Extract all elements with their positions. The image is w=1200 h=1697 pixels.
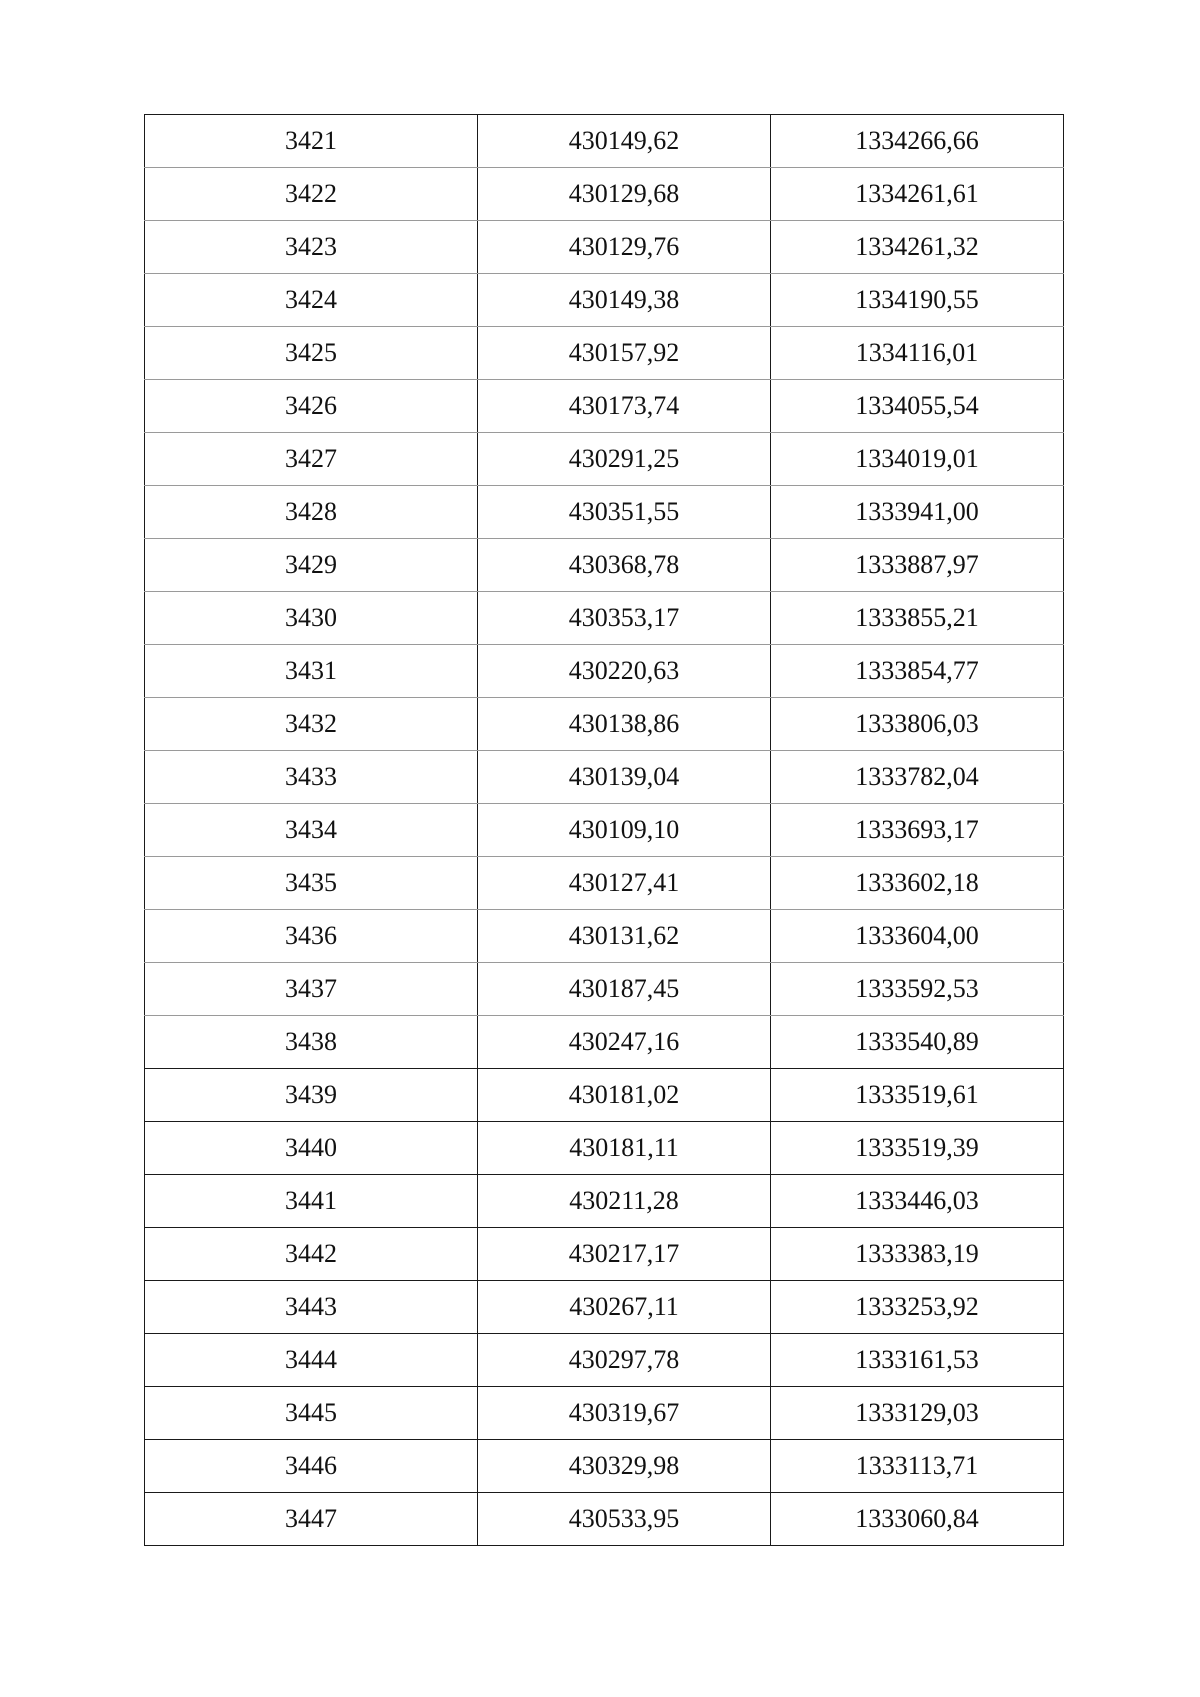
table-row — [145, 592, 1064, 645]
y-coordinate-cell: 1333060,84 — [771, 1493, 1064, 1546]
x-coordinate-cell: 430109,10 — [478, 804, 771, 857]
y-coordinate-cell: 1333782,04 — [771, 751, 1064, 804]
table-row — [145, 433, 1064, 486]
x-coordinate-cell: 430291,25 — [478, 433, 771, 486]
y-coordinate-cell: 1334261,32 — [771, 221, 1064, 274]
point-number-cell: 3429 — [145, 539, 478, 592]
x-coordinate-cell: 430149,38 — [478, 274, 771, 327]
x-coordinate-cell: 430157,92 — [478, 327, 771, 380]
table-row — [145, 380, 1064, 433]
x-coordinate-cell: 430329,98 — [478, 1440, 771, 1493]
x-coordinate-cell: 430131,62 — [478, 910, 771, 963]
point-number-cell: 3439 — [145, 1069, 478, 1122]
table-row — [145, 539, 1064, 592]
y-coordinate-cell: 1333855,21 — [771, 592, 1064, 645]
x-coordinate-cell: 430187,45 — [478, 963, 771, 1016]
table-row — [145, 645, 1064, 698]
x-coordinate-cell: 430351,55 — [478, 486, 771, 539]
y-coordinate-cell: 1334261,61 — [771, 168, 1064, 221]
point-number-cell: 3444 — [145, 1334, 478, 1387]
table-row — [145, 1440, 1064, 1493]
point-number-cell: 3446 — [145, 1440, 478, 1493]
table-row — [145, 115, 1064, 168]
table-row — [145, 1334, 1064, 1387]
point-number-cell: 3427 — [145, 433, 478, 486]
table-row — [145, 1069, 1064, 1122]
x-coordinate-cell: 430368,78 — [478, 539, 771, 592]
x-coordinate-cell: 430181,11 — [478, 1122, 771, 1175]
table-row — [145, 804, 1064, 857]
point-number-cell: 3440 — [145, 1122, 478, 1175]
table-row — [145, 1387, 1064, 1440]
x-coordinate-cell: 430127,41 — [478, 857, 771, 910]
point-number-cell: 3432 — [145, 698, 478, 751]
table-row — [145, 327, 1064, 380]
y-coordinate-cell: 1333519,39 — [771, 1122, 1064, 1175]
y-coordinate-cell: 1333854,77 — [771, 645, 1064, 698]
point-number-cell: 3445 — [145, 1387, 478, 1440]
point-number-cell: 3431 — [145, 645, 478, 698]
y-coordinate-cell: 1333602,18 — [771, 857, 1064, 910]
point-number-cell: 3436 — [145, 910, 478, 963]
y-coordinate-cell: 1334190,55 — [771, 274, 1064, 327]
table-row — [145, 1228, 1064, 1281]
table-row — [145, 168, 1064, 221]
point-number-cell: 3437 — [145, 963, 478, 1016]
point-number-cell: 3447 — [145, 1493, 478, 1546]
y-coordinate-cell: 1333129,03 — [771, 1387, 1064, 1440]
table-row — [145, 1281, 1064, 1334]
y-coordinate-cell: 1333113,71 — [771, 1440, 1064, 1493]
y-coordinate-cell: 1333253,92 — [771, 1281, 1064, 1334]
x-coordinate-cell: 430211,28 — [478, 1175, 771, 1228]
y-coordinate-cell: 1333446,03 — [771, 1175, 1064, 1228]
point-number-cell: 3441 — [145, 1175, 478, 1228]
point-number-cell: 3425 — [145, 327, 478, 380]
x-coordinate-cell: 430247,16 — [478, 1016, 771, 1069]
x-coordinate-cell: 430267,11 — [478, 1281, 771, 1334]
table-row — [145, 1493, 1064, 1546]
point-number-cell: 3424 — [145, 274, 478, 327]
point-number-cell: 3433 — [145, 751, 478, 804]
x-coordinate-cell: 430149,62 — [478, 115, 771, 168]
coordinates-table — [144, 114, 1064, 1546]
table-row — [145, 857, 1064, 910]
x-coordinate-cell: 430220,63 — [478, 645, 771, 698]
y-coordinate-cell: 1333806,03 — [771, 698, 1064, 751]
x-coordinate-cell: 430533,95 — [478, 1493, 771, 1546]
y-coordinate-cell: 1333604,00 — [771, 910, 1064, 963]
x-coordinate-cell: 430129,76 — [478, 221, 771, 274]
y-coordinate-cell: 1334266,66 — [771, 115, 1064, 168]
x-coordinate-cell: 430129,68 — [478, 168, 771, 221]
table-row — [145, 910, 1064, 963]
table-row — [145, 1122, 1064, 1175]
y-coordinate-cell: 1333540,89 — [771, 1016, 1064, 1069]
y-coordinate-cell: 1333941,00 — [771, 486, 1064, 539]
y-coordinate-cell: 1334116,01 — [771, 327, 1064, 380]
point-number-cell: 3430 — [145, 592, 478, 645]
table-row — [145, 486, 1064, 539]
x-coordinate-cell: 430181,02 — [478, 1069, 771, 1122]
y-coordinate-cell: 1333592,53 — [771, 963, 1064, 1016]
y-coordinate-cell: 1334019,01 — [771, 433, 1064, 486]
x-coordinate-cell: 430173,74 — [478, 380, 771, 433]
y-coordinate-cell: 1333383,19 — [771, 1228, 1064, 1281]
point-number-cell: 3435 — [145, 857, 478, 910]
point-number-cell: 3434 — [145, 804, 478, 857]
table-row — [145, 1175, 1064, 1228]
y-coordinate-cell: 1333693,17 — [771, 804, 1064, 857]
point-number-cell: 3421 — [145, 115, 478, 168]
y-coordinate-cell: 1333887,97 — [771, 539, 1064, 592]
y-coordinate-cell: 1333161,53 — [771, 1334, 1064, 1387]
x-coordinate-cell: 430353,17 — [478, 592, 771, 645]
table-row — [145, 751, 1064, 804]
x-coordinate-cell: 430297,78 — [478, 1334, 771, 1387]
x-coordinate-cell: 430138,86 — [478, 698, 771, 751]
table-row — [145, 1016, 1064, 1069]
y-coordinate-cell: 1333519,61 — [771, 1069, 1064, 1122]
x-coordinate-cell: 430319,67 — [478, 1387, 771, 1440]
table-row — [145, 274, 1064, 327]
point-number-cell: 3423 — [145, 221, 478, 274]
point-number-cell: 3426 — [145, 380, 478, 433]
table-row — [145, 221, 1064, 274]
table-row — [145, 963, 1064, 1016]
y-coordinate-cell: 1334055,54 — [771, 380, 1064, 433]
point-number-cell: 3443 — [145, 1281, 478, 1334]
point-number-cell: 3438 — [145, 1016, 478, 1069]
table-row — [145, 698, 1064, 751]
x-coordinate-cell: 430217,17 — [478, 1228, 771, 1281]
x-coordinate-cell: 430139,04 — [478, 751, 771, 804]
coordinates-table-body — [145, 115, 1064, 1546]
point-number-cell: 3442 — [145, 1228, 478, 1281]
point-number-cell: 3428 — [145, 486, 478, 539]
point-number-cell: 3422 — [145, 168, 478, 221]
